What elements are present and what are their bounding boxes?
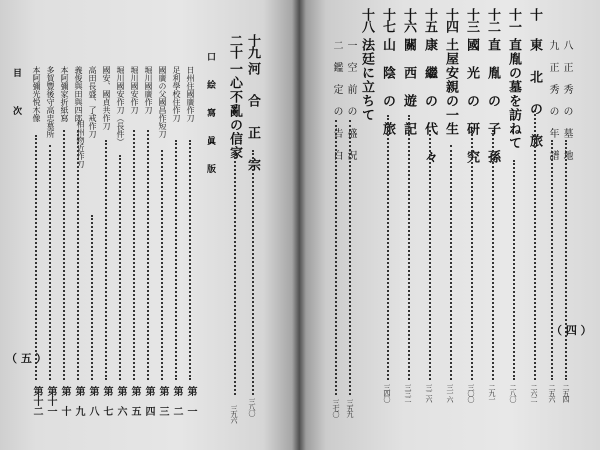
entry-page: 三五九 bbox=[346, 399, 354, 417]
entry-number: 十一 bbox=[506, 8, 521, 32]
leader-dots bbox=[534, 110, 536, 380]
leader-dots bbox=[234, 150, 236, 395]
entry-number: 十 bbox=[527, 8, 542, 20]
entry-page: 二五六 bbox=[548, 384, 556, 402]
leader-dots bbox=[335, 120, 337, 395]
entry-number: 十九 bbox=[245, 34, 260, 58]
plate-title: 高田長盛、了戒作刀 bbox=[88, 66, 97, 138]
running-footer-label: 目 次 bbox=[11, 68, 21, 125]
plate-number: 第 五 bbox=[129, 386, 140, 416]
plate-number: 第 三 bbox=[157, 386, 168, 416]
plate-number: 第 七 bbox=[101, 386, 112, 416]
entry-title: 山 陰 の 旅 bbox=[380, 38, 395, 136]
leader-dots bbox=[513, 160, 515, 380]
entry-number: 二十 bbox=[227, 34, 242, 58]
leader-dots bbox=[252, 150, 254, 395]
leader-dots bbox=[161, 150, 163, 380]
entry-page: 三二六 bbox=[425, 384, 433, 402]
entry-page: 三九六 bbox=[230, 405, 238, 423]
entry-title: 東 北 の 旅 bbox=[527, 38, 542, 150]
leader-dots bbox=[175, 140, 177, 380]
left-page bbox=[0, 0, 299, 450]
entry-title: 國 光 の 研 究 bbox=[464, 38, 479, 164]
entry-number: 十六 bbox=[401, 8, 416, 32]
plate-number: 第 十 bbox=[59, 386, 70, 416]
entry-number: 十五 bbox=[422, 8, 437, 32]
leader-dots bbox=[189, 140, 191, 380]
leader-dots bbox=[551, 140, 553, 380]
entry-number: 十二 bbox=[485, 8, 500, 32]
entry-title: 九 正 秀 の 年 譜 bbox=[547, 40, 558, 161]
plate-number: 第十二 bbox=[31, 386, 42, 416]
leader-dots bbox=[492, 130, 494, 380]
leader-dots bbox=[119, 155, 121, 380]
plate-title: 堀川國安作刀（長件） bbox=[116, 66, 125, 146]
plate-number: 第十一 bbox=[45, 386, 56, 416]
book-gutter bbox=[292, 0, 306, 450]
page-folio: （ 五 ） bbox=[6, 352, 47, 365]
entry-title: 八 正 秀 の 墓 地 bbox=[561, 40, 572, 161]
plate-title: 義俊與田與四郎 bbox=[74, 66, 83, 122]
leader-dots bbox=[147, 130, 149, 380]
entry-number: 十三 bbox=[464, 8, 479, 32]
entry-title: 河 合 正 宗 bbox=[245, 62, 260, 174]
leader-dots bbox=[49, 145, 51, 380]
entry-title: 直 胤 の 子 孫 bbox=[485, 38, 500, 164]
leader-dots bbox=[349, 120, 351, 395]
plate-number: 第 八 bbox=[87, 386, 98, 416]
plate-number: 第 六 bbox=[115, 386, 126, 416]
leader-dots bbox=[565, 140, 567, 380]
entry-title: 土屋安親の一生 bbox=[443, 38, 458, 136]
plates-heading: 口 絵 寫 眞 版 bbox=[205, 52, 215, 178]
entry-page: 三八〇 bbox=[248, 398, 256, 416]
entry-number: 十四 bbox=[443, 8, 458, 32]
leader-dots bbox=[91, 215, 93, 380]
leader-dots bbox=[133, 130, 135, 380]
entry-page: 三一六 bbox=[446, 384, 454, 402]
page-folio: （ 四 ） bbox=[551, 324, 592, 337]
plate-title: 本阿彌家折紙寫 bbox=[60, 66, 69, 122]
plate-note: 相州物近作刀 bbox=[76, 120, 85, 168]
entry-page: 三〇〇 bbox=[467, 384, 475, 402]
plate-title: 日州住國廣作刀 bbox=[186, 66, 195, 122]
plate-number: 第 九 bbox=[73, 386, 84, 416]
plate-number: 第 四 bbox=[143, 386, 154, 416]
leader-dots bbox=[35, 135, 37, 380]
entry-title: 法廷に立ちて bbox=[359, 38, 374, 122]
leader-dots bbox=[408, 115, 410, 380]
plate-title: 足利學校住作刀 bbox=[172, 66, 181, 122]
entry-number: 十八 bbox=[359, 8, 374, 32]
entry-page: 二九一 bbox=[488, 384, 496, 402]
leader-dots bbox=[450, 145, 452, 380]
plate-number: 第 二 bbox=[171, 386, 182, 416]
entry-page: 三三二 bbox=[404, 384, 412, 402]
entry-number: 十七 bbox=[380, 8, 395, 32]
plate-title: 國安、國貞共作刀 bbox=[102, 66, 111, 130]
right-page bbox=[299, 0, 600, 450]
entry-title: 二 鑑 定 の 告 白 bbox=[331, 40, 342, 161]
entry-title: 直胤の墓を訪ねて bbox=[506, 38, 521, 150]
leader-dots bbox=[387, 115, 389, 380]
plate-title: 堀川國廣作刀 bbox=[144, 66, 153, 114]
leader-dots bbox=[471, 130, 473, 380]
plate-number: 第 一 bbox=[185, 386, 196, 416]
leader-dots bbox=[105, 140, 107, 380]
plate-title: 多賀豐後守高忠墓所 bbox=[46, 66, 55, 138]
leader-dots bbox=[429, 130, 431, 380]
plate-title: 本阿彌光悦木像 bbox=[32, 66, 41, 122]
entry-page: 三四〇 bbox=[383, 384, 391, 402]
plate-title: 堀川國安作刀 bbox=[130, 66, 139, 114]
entry-title: 康 繼 の 代 々 bbox=[422, 38, 437, 164]
entry-title: 一 空 前 の 盛 況 bbox=[345, 40, 356, 161]
entry-page: 二八〇 bbox=[509, 384, 517, 402]
plate-title: 國廣の父國昌作短刀 bbox=[158, 66, 167, 138]
entry-title: 關 西 遊 記 bbox=[401, 38, 416, 136]
entry-page: 二六二 bbox=[530, 384, 538, 402]
leader-dots bbox=[63, 130, 65, 380]
entry-title: 一心不亂の信家 bbox=[227, 62, 242, 160]
entry-page: 三七〇 bbox=[332, 399, 340, 417]
entry-page: 二五四 bbox=[562, 384, 570, 402]
leader-dots bbox=[77, 130, 79, 380]
